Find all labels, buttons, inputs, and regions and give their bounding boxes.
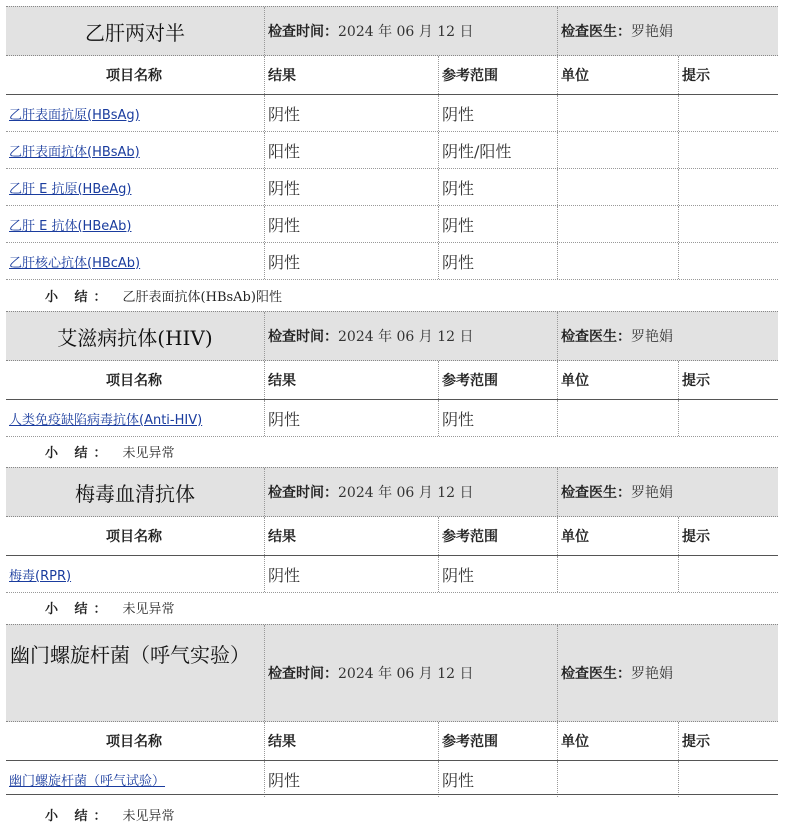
col-unit: 单位 <box>561 529 589 545</box>
doctor <box>561 625 673 721</box>
exam-time-label: 检查时间： <box>268 329 338 345</box>
col-unit: 单位 <box>561 373 589 389</box>
exam-time <box>268 468 474 516</box>
col-range: 参考范围 <box>442 734 498 750</box>
exam-time <box>268 7 474 55</box>
summary-text: 未见异常 <box>122 808 175 824</box>
range-value: 阴性 <box>442 565 475 585</box>
exam-time <box>268 625 474 721</box>
exam-time <box>268 312 474 360</box>
section-hiv <box>6 311 778 437</box>
summary <box>45 802 175 826</box>
item-link[interactable]: 乙肝表面抗体(HBsAb) <box>9 144 140 160</box>
range-value: 阴性 <box>442 252 475 272</box>
section-hepatitis-b <box>6 6 778 280</box>
summary <box>45 595 175 619</box>
summary-label: 小 结： <box>45 601 113 617</box>
result-value: 阴性 <box>268 215 301 235</box>
summary-label: 小 结： <box>45 289 113 305</box>
result-value: 阳性 <box>268 141 301 161</box>
section-h-pylori <box>6 624 778 797</box>
col-result: 结果 <box>268 734 296 750</box>
col-unit: 单位 <box>561 734 589 750</box>
section-header <box>6 6 778 56</box>
table-row <box>6 761 778 797</box>
section-header <box>6 624 778 722</box>
summary-label: 小 结： <box>45 445 113 461</box>
section-title: 艾滋病抗体(HIV) <box>57 325 213 350</box>
col-result: 结果 <box>268 68 296 84</box>
col-range: 参考范围 <box>442 68 498 84</box>
col-hint: 提示 <box>682 529 710 545</box>
table-row <box>6 95 778 132</box>
col-name: 项目名称 <box>106 373 162 389</box>
col-hint: 提示 <box>682 68 710 84</box>
table-row <box>6 169 778 206</box>
summary-text: 乙肝表面抗体(HBsAb)阳性 <box>122 289 282 305</box>
result-value: 阴性 <box>268 409 301 429</box>
doctor <box>561 468 673 516</box>
item-link[interactable]: 乙肝 E 抗原(HBeAg) <box>9 181 132 197</box>
section-header <box>6 467 778 517</box>
range-value: 阴性/阳性 <box>442 141 512 161</box>
range-value: 阴性 <box>442 104 475 124</box>
col-result: 结果 <box>268 373 296 389</box>
doctor-name: 罗艳娟 <box>631 329 673 345</box>
doctor-name: 罗艳娟 <box>631 485 673 501</box>
col-unit: 单位 <box>561 68 589 84</box>
column-headers <box>6 361 778 400</box>
section-syphilis <box>6 467 778 593</box>
range-value: 阴性 <box>442 770 475 790</box>
item-link[interactable]: 乙肝表面抗原(HBsAg) <box>9 107 140 123</box>
exam-time-label: 检查时间： <box>268 24 338 40</box>
item-link[interactable]: 幽门螺旋杆菌（呼气试验） <box>9 773 166 789</box>
section-title: 乙肝两对半 <box>85 20 185 45</box>
table-row <box>6 132 778 169</box>
column-headers <box>6 56 778 95</box>
column-headers <box>6 517 778 556</box>
summary-text: 未见异常 <box>122 601 175 617</box>
col-range: 参考范围 <box>442 529 498 545</box>
doctor <box>561 7 673 55</box>
col-hint: 提示 <box>682 734 710 750</box>
item-link[interactable]: 乙肝 E 抗体(HBeAb) <box>9 218 132 234</box>
exam-date: 2024 年 06 月 12 日 <box>338 24 474 40</box>
summary <box>45 439 175 463</box>
result-value: 阴性 <box>268 178 301 198</box>
summary-text: 未见异常 <box>122 445 175 461</box>
result-value: 阴性 <box>268 565 301 585</box>
exam-date: 2024 年 06 月 12 日 <box>338 666 474 682</box>
range-value: 阴性 <box>442 409 475 429</box>
table-row <box>6 400 778 437</box>
section-title: 幽门螺旋杆菌（呼气实验） <box>10 643 250 667</box>
doctor-name: 罗艳娟 <box>631 666 673 682</box>
table-row <box>6 243 778 280</box>
col-name: 项目名称 <box>106 68 162 84</box>
doctor <box>561 312 673 360</box>
range-value: 阴性 <box>442 215 475 235</box>
doctor-label: 检查医生： <box>561 666 631 682</box>
col-hint: 提示 <box>682 373 710 389</box>
table-row <box>6 556 778 593</box>
col-result: 结果 <box>268 529 296 545</box>
doctor-label: 检查医生： <box>561 24 631 40</box>
table-bottom-rule <box>6 794 778 795</box>
doctor-label: 检查医生： <box>561 485 631 501</box>
item-link[interactable]: 人类免疫缺陷病毒抗体(Anti-HIV) <box>9 412 203 428</box>
doctor-name: 罗艳娟 <box>631 24 673 40</box>
exam-date: 2024 年 06 月 12 日 <box>338 485 474 501</box>
table-row <box>6 206 778 243</box>
result-value: 阴性 <box>268 770 301 790</box>
col-name: 项目名称 <box>106 734 162 750</box>
summary <box>45 283 282 307</box>
range-value: 阴性 <box>442 178 475 198</box>
section-header <box>6 311 778 361</box>
exam-date: 2024 年 06 月 12 日 <box>338 329 474 345</box>
exam-time-label: 检查时间： <box>268 666 338 682</box>
item-link[interactable]: 乙肝核心抗体(HBcAb) <box>9 255 141 271</box>
item-link[interactable]: 梅毒(RPR) <box>9 568 72 584</box>
section-title: 梅毒血清抗体 <box>75 481 195 506</box>
result-value: 阴性 <box>268 104 301 124</box>
exam-time-label: 检查时间： <box>268 485 338 501</box>
col-name: 项目名称 <box>106 529 162 545</box>
col-range: 参考范围 <box>442 373 498 389</box>
summary-label: 小 结： <box>45 808 113 824</box>
column-headers <box>6 722 778 761</box>
doctor-label: 检查医生： <box>561 329 631 345</box>
result-value: 阴性 <box>268 252 301 272</box>
